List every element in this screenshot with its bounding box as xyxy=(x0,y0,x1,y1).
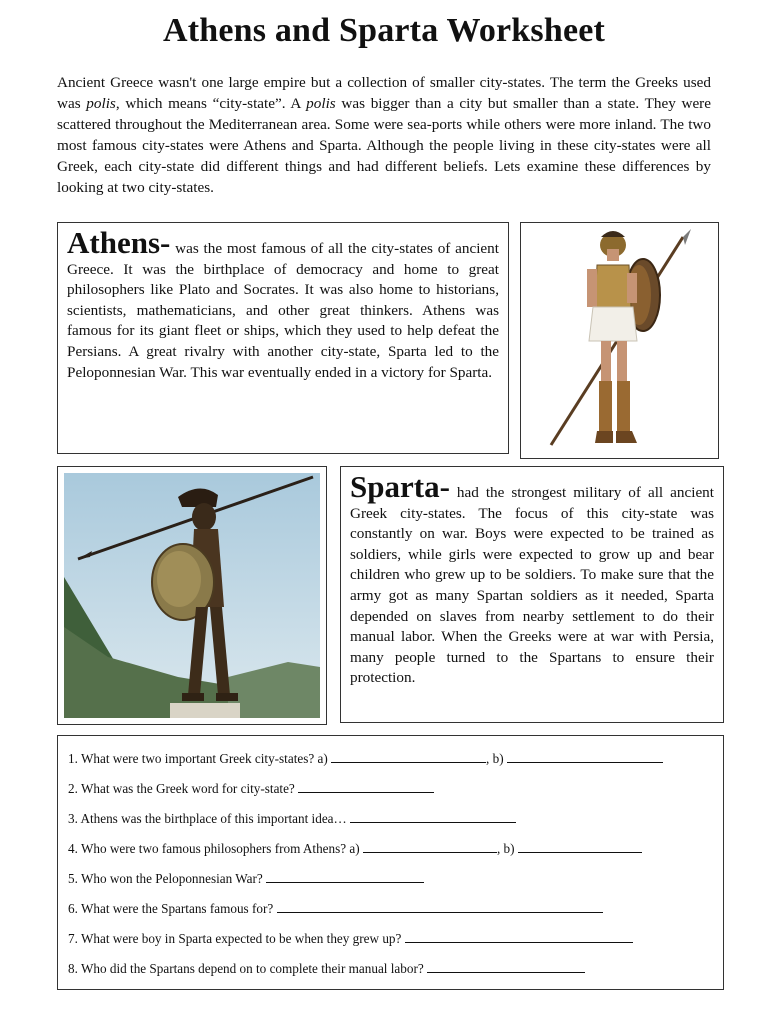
answer-1a-blank[interactable] xyxy=(331,750,486,763)
questions-section xyxy=(57,735,724,990)
page-title: Athens and Sparta Worksheet xyxy=(162,12,606,49)
question-1-b-label: , b) xyxy=(486,751,507,766)
question-5-text: 5. Who won the Peloponnesian War? xyxy=(68,871,267,886)
answer-3-blank[interactable] xyxy=(350,810,516,823)
answer-2-blank[interactable] xyxy=(298,780,434,793)
question-2 xyxy=(68,779,713,809)
intro-polis-2: polis xyxy=(306,95,336,112)
question-8 xyxy=(68,959,713,989)
question-7 xyxy=(68,929,713,959)
athenian-soldier-illustration xyxy=(521,223,718,458)
question-4 xyxy=(68,839,713,869)
answer-1b-blank[interactable] xyxy=(507,750,663,763)
sparta-section xyxy=(340,466,724,723)
sparta-heading: Sparta- xyxy=(350,469,450,504)
intro-polis-1: polis xyxy=(86,95,116,112)
spartan-statue-image xyxy=(57,466,327,725)
athenian-soldier-image xyxy=(520,222,719,459)
sparta-text: had the strongest military of all ancient Greek city-states. The focus of this city-state was constantly on war. Boys were expected to be trained as soldiers, while girls were expected to grow up and bear children who grew up to be soldiers. To make sure that the army got as many Spartan soldiers as it needed, Sparta depended on slaves from nearby settlement to do their manual labor. When the Greeks were at war with Persia, many people turned to the Spartans to ensure their protection. xyxy=(350,484,714,687)
question-6-text: 6. What were the Spartans famous for? xyxy=(68,901,277,916)
intro-paragraph xyxy=(57,72,711,198)
athens-section xyxy=(57,222,509,454)
question-6 xyxy=(68,899,713,929)
question-1 xyxy=(68,749,713,779)
question-2-text: 2. What was the Greek word for city-state? xyxy=(68,781,299,796)
intro-text-1: Ancient Greece wasn't one large empire but a collection of smaller city-states. The term the Greeks used was xyxy=(57,74,711,112)
question-7-text: 7. What were boy in Sparta expected to be when they grew up? xyxy=(68,931,405,946)
question-1-text: 1. What were two important Greek city-states? a) xyxy=(68,751,332,766)
athens-heading: Athens- xyxy=(67,225,171,260)
question-4-text: 4. Who were two famous philosophers from Athens? a) xyxy=(68,841,363,856)
answer-4b-blank[interactable] xyxy=(518,840,642,853)
answer-7-blank[interactable] xyxy=(405,930,633,943)
athens-paragraph xyxy=(67,225,499,383)
question-5 xyxy=(68,869,713,899)
athens-text: was the most famous of all the city-states of ancient Greece. It was the birthplace of democracy and home to great philosophers like Plato and Socrates. It was also home to historians, scientists, mathematicians, and other great thinkers. Athens was famous for its giant fleet or ships, which they used to help defeat the Persians. A great rivalry with another city-state, Sparta led to the Peloponnesian War. This war eventually ended in a victory for Sparta. xyxy=(67,240,499,381)
question-4-b-label: , b) xyxy=(496,841,518,856)
answer-4a-blank[interactable] xyxy=(363,840,497,853)
intro-text-3: was bigger than a city but smaller than a state. They were scattered throughout the Mediterranean area. Some were sea-ports while others were more inland. The two most famous city-states were Athens and Sparta. Although the people living in these city-states were all Greek, each city-state did different things and had different beliefs. Lets examine these differences by looking at two city-states. xyxy=(57,95,711,196)
question-3 xyxy=(68,809,713,839)
question-8-text: 8. Who did the Spartans depend on to complete their manual labor? xyxy=(68,961,428,976)
answer-6-blank[interactable] xyxy=(277,900,603,913)
sparta-paragraph xyxy=(350,469,714,689)
answer-5-blank[interactable] xyxy=(266,870,424,883)
answer-8-blank[interactable] xyxy=(427,960,585,973)
intro-text-2: , which means “city-state”. A xyxy=(115,95,307,112)
spartan-statue-illustration xyxy=(58,467,326,724)
question-3-text: 3. Athens was the birthplace of this important idea… xyxy=(68,811,351,826)
